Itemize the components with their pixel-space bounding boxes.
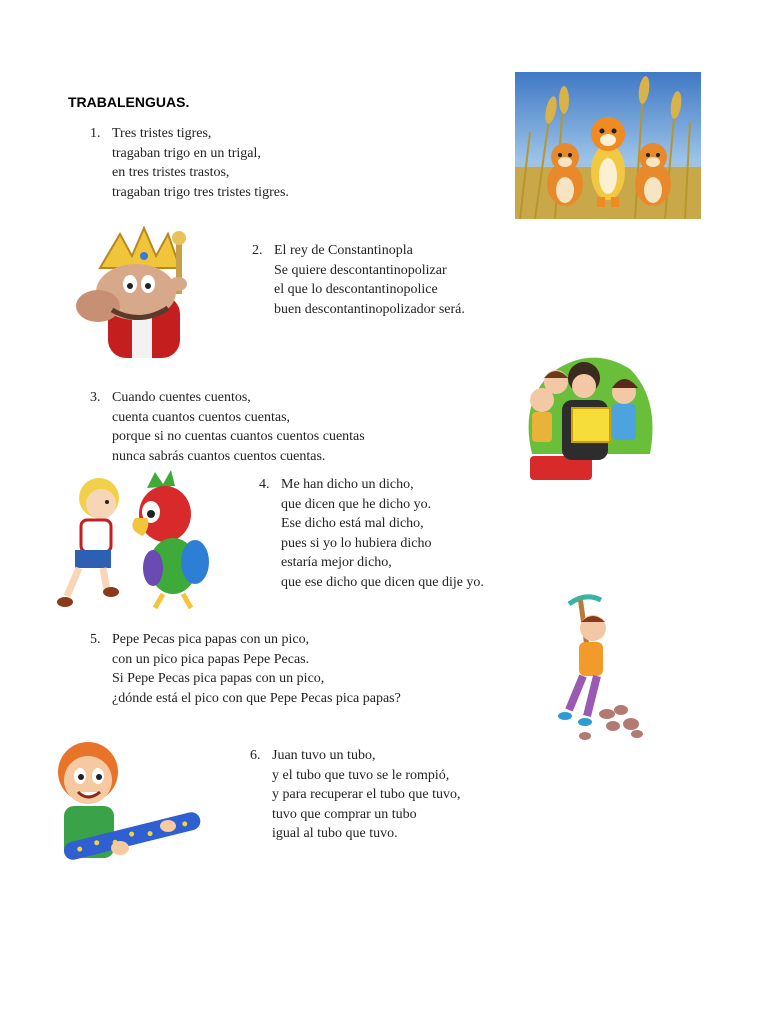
tongue-twister-1 — [90, 124, 289, 202]
tigers-icon — [515, 72, 701, 219]
poem-line: cuenta cuantos cuentos cuentas, — [112, 409, 291, 425]
poem-line: pues si yo lo hubiera dicho — [281, 535, 432, 551]
poem-number: 6. — [250, 748, 261, 763]
poem-number: 1. — [90, 126, 101, 141]
poem-line: igual al tubo que tuvo. — [272, 826, 398, 841]
poem-number: 5. — [90, 632, 101, 647]
poem-number: 2. — [252, 243, 263, 258]
poem-line: el que lo descontantinopolice — [274, 282, 438, 297]
poem-line: y para recuperar el tubo que tuvo, — [272, 787, 461, 802]
tongue-twister-2 — [252, 241, 465, 319]
poem-line: porque si no cuentas cuantos cuentos cuentas — [112, 429, 365, 444]
tongue-twister-4 — [259, 475, 484, 592]
poem-line: que dicen que he dicho yo. — [281, 496, 432, 512]
poem-number: 3. — [90, 390, 101, 405]
boy-parrot-illustration — [55, 470, 230, 615]
poem-line: y el tubo que tuvo se le rompió, — [272, 767, 450, 783]
tongue-twister-3 — [90, 388, 365, 466]
poem-line: estaría mejor dicho, — [281, 555, 392, 570]
poem-line: tragaban trigo tres tristes tigres. — [112, 184, 289, 200]
pickaxe-boy-icon — [545, 592, 645, 744]
poem-line: Pepe Pecas pica papas con un pico, — [112, 632, 310, 647]
tigers-illustration — [515, 72, 701, 219]
poem-line: nunca sabrás cuantos cuentos cuentas. — [112, 448, 326, 464]
tongue-twister-6 — [250, 746, 461, 844]
poem-line: que ese dicho que dicen que dije yo. — [281, 574, 484, 590]
poem-number: 4. — [259, 477, 270, 492]
poem-line: tragaban trigo en un trigal, — [112, 145, 261, 161]
tube-boy-icon — [48, 736, 204, 864]
tube-illustration — [48, 736, 204, 864]
poem-line: Juan tuvo un tubo, — [272, 748, 376, 763]
king-illustration — [50, 226, 202, 362]
reading-family-icon — [520, 344, 660, 488]
poem-line: Si Pepe Pecas pica papas con un pico, — [112, 671, 325, 686]
poem-line: Ese dicho está mal dicho, — [281, 516, 424, 531]
poem-line: en tres tristes trastos, — [112, 165, 230, 180]
poem-line: con un pico pica papas Pepe Pecas. — [112, 651, 310, 667]
tongue-twister-5 — [90, 630, 401, 708]
poem-line: Se quiere descontantinopolizar — [274, 262, 447, 278]
poem-line: Me han dicho un dicho, — [281, 477, 414, 492]
poem-line: buen descontantinopolizador será. — [274, 301, 465, 317]
poem-line: Tres tristes tigres, — [112, 126, 212, 141]
poem-line: Cuando cuentes cuentos, — [112, 390, 251, 405]
pickaxe-illustration — [545, 592, 645, 744]
poem-line: ¿dónde está el pico con que Pepe Pecas pica papas? — [112, 690, 401, 706]
boy-parrot-icon — [55, 470, 230, 615]
poem-line: El rey de Constantinopla — [274, 243, 413, 258]
page-title: TRABALENGUAS. — [68, 94, 190, 110]
king-icon — [50, 226, 202, 362]
reading-illustration — [520, 344, 660, 488]
poem-line: tuvo que comprar un tubo — [272, 806, 417, 822]
